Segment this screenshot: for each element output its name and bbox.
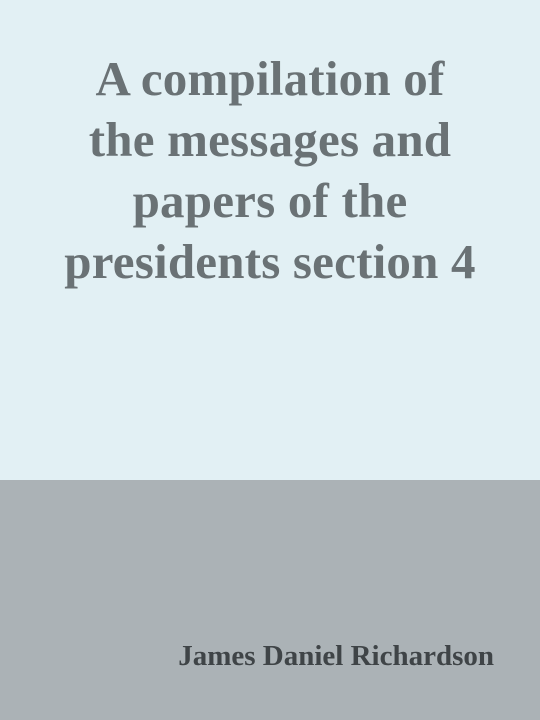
author-name: James Daniel Richardson bbox=[178, 640, 494, 672]
cover-bottom-panel bbox=[0, 480, 540, 720]
title-line-2: the messages and bbox=[88, 112, 452, 167]
title-line-4: presidents section 4 bbox=[64, 234, 476, 289]
title-line-3: papers of the bbox=[132, 173, 408, 228]
title-line-1: A compilation of bbox=[95, 51, 445, 106]
book-title bbox=[20, 48, 520, 292]
